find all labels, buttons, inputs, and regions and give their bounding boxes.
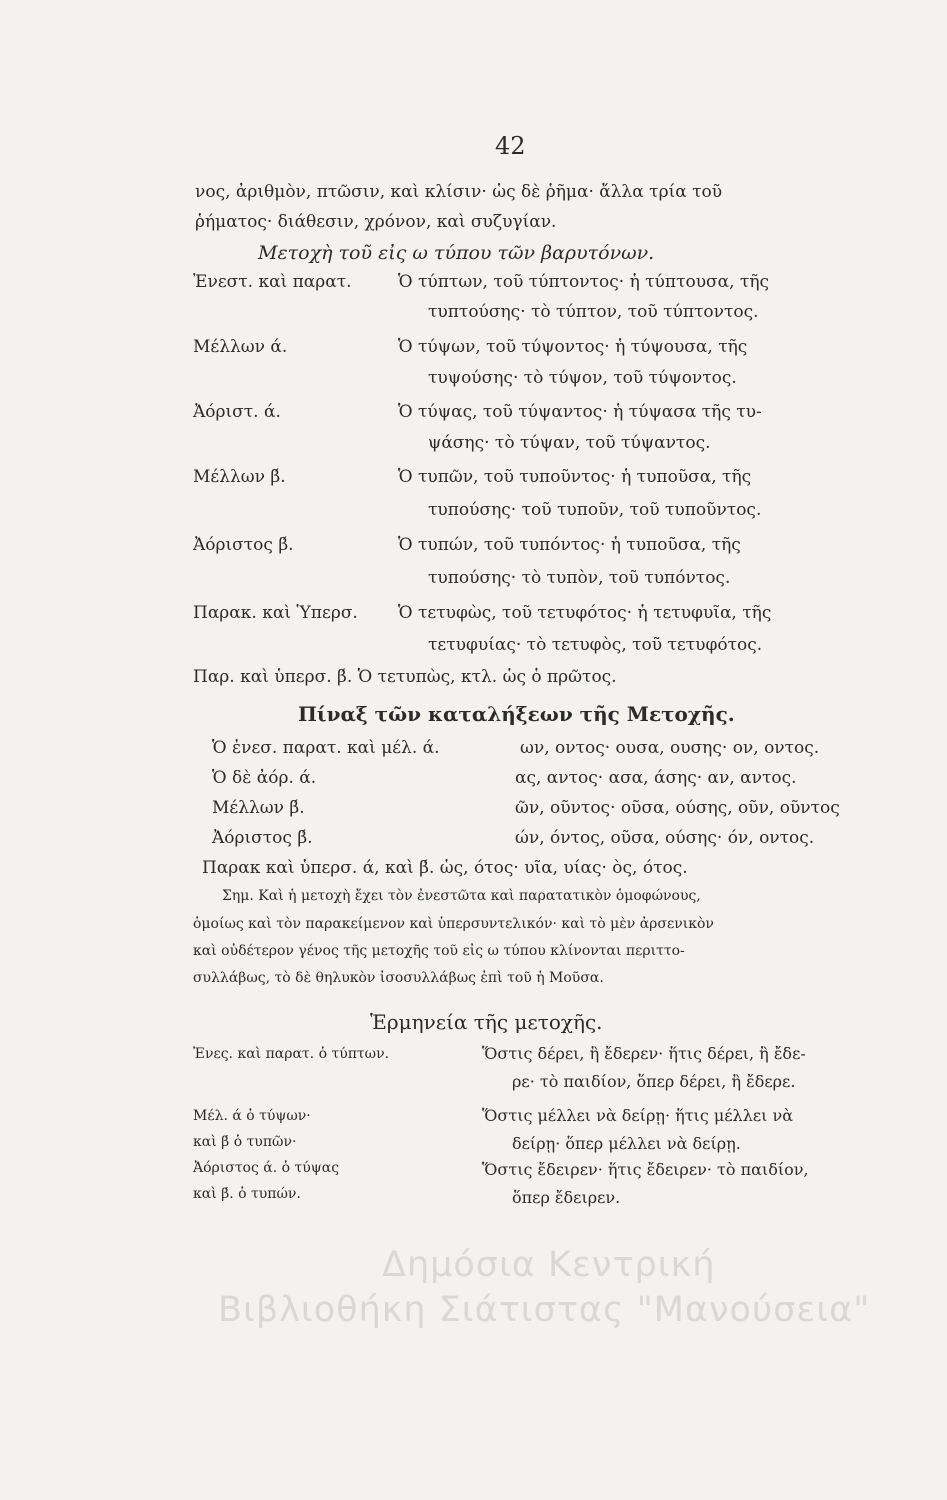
note-line: καὶ οὐδέτερον γένος τῆς μετοχῆς τοῦ εἰς ω τύπου κλίνονται περιττο- — [193, 943, 685, 959]
tense-form: τυπούσης· τὸ τυπὸν, τοῦ τυπόντος. — [428, 568, 731, 588]
intro-line: ῥήματος· διάθεσιν, χρόνον, καὶ συζυγίαν. — [195, 212, 557, 232]
library-watermark: Δημόσια Κεντρική — [382, 1245, 716, 1285]
interp-right-line: ὅπερ ἔδειρεν. — [512, 1188, 621, 1207]
library-watermark: Βιβλιοθήκη Σιάτιστας "Μανούσεια" — [218, 1290, 871, 1330]
tense-form: ψάσης· τὸ τύψαν, τοῦ τύψαντος. — [428, 433, 711, 453]
interp-left-line: Μέλ. ά ὁ τύψων· — [193, 1108, 311, 1124]
tense-label: Παρακ. καὶ Ὑπερσ. — [193, 603, 358, 623]
participle-title: Μετοχὴ τοῦ εἰς ω τύπου τῶν βαρυτόνων. — [258, 242, 655, 264]
tense-form: τυψούσης· τὸ τύψον, τοῦ τύψοντος. — [428, 368, 737, 388]
note-line: ὁμοίως καὶ τὸν παρακείμενον καὶ ὑπερσυντελικόν· καὶ τὸ μὲν ἀρσενικὸν — [193, 916, 714, 932]
tense-form: Ὁ τυπών, τοῦ τυπόντος· ἡ τυποῦσα, τῆς — [398, 535, 741, 555]
ending-label: Μέλλων β́. — [212, 798, 305, 818]
tense-label: Ἐνεστ. καὶ παρατ. — [193, 272, 352, 292]
ending-value: ῶν, οῦντος· οῦσα, ούσης, οῦν, οῦντος — [515, 798, 840, 818]
tense-form: τυπτούσης· τὸ τύπτον, τοῦ τύπτοντος. — [428, 302, 759, 322]
interp-right-line: Ὅστις δέρει, ἢ ἔδερεν· ἥτις δέρει, ἢ ἔδε- — [482, 1044, 806, 1063]
tense-form: Ὁ τύψας, τοῦ τύψαντος· ἡ τύψασα τῆς τυ- — [398, 402, 762, 422]
tense-label: Ἀόριστος β́. — [193, 535, 294, 555]
tense-form: τυπούσης· τοῦ τυποῦν, τοῦ τυποῦντος. — [428, 500, 762, 520]
ending-value: ων, οντος· ουσα, ουσης· ον, οντος. — [520, 738, 820, 758]
tense-form: τετυφυίας· τὸ τετυφὸς, τοῦ τετυφότος. — [428, 635, 763, 655]
tense-label: Ἀόριστ. ά. — [193, 402, 281, 422]
ending-value: ών, όντος, οῦσα, ούσης· όν, οντος. — [515, 828, 815, 848]
tense-form: Ὁ τύψων, τοῦ τύψοντος· ἡ τύψουσα, τῆς — [398, 337, 748, 357]
tense-form: Ὁ τετυφὼς, τοῦ τετυφότος· ἡ τετυφυῖα, τῆς — [398, 603, 772, 623]
perfect-endings: Παρακ καὶ ὑπερσ. ά, καὶ β́. ὡς, ότος· υῖα, υίας· ὸς, ότος. — [202, 858, 688, 878]
endings-title: Πίναξ τῶν καταλήξεων τῆς Μετοχῆς. — [298, 702, 735, 726]
interp-left-line: Ἀόριστος ά. ὁ τύψας — [193, 1160, 340, 1176]
tense-form: Ὁ τυπῶν, τοῦ τυποῦντος· ἡ τυποῦσα, τῆς — [398, 467, 752, 487]
ending-value: ας, αντος· ασα, άσης· αν, αντος. — [515, 768, 797, 788]
ending-label: Ὁ δὲ ἀόρ. ά. — [212, 768, 317, 788]
last-tense: Παρ. καὶ ὑπερσ. β́. Ὁ τετυπὼς, κτλ. ὡς ὁ πρῶτος. — [193, 667, 617, 687]
ending-label: Ὁ ἐνεσ. παρατ. καὶ μέλ. ά. — [212, 738, 440, 758]
tense-label: Μέλλων β́. — [193, 467, 286, 487]
interp-right-line: Ὅστις ἔδειρεν· ἥτις ἔδειρεν· τὸ παιδίον, — [482, 1160, 809, 1179]
interp-left-line: καὶ β́. ὁ τυπών. — [193, 1186, 301, 1202]
tense-form: Ὁ τύπτων, τοῦ τύπτοντος· ἡ τύπτουσα, τῆς — [398, 272, 770, 292]
page-number: 42 — [495, 132, 526, 160]
interp-right-line: ρε· τὸ παιδίον, ὅπερ δέρει, ἢ ἔδερε. — [512, 1072, 796, 1091]
note-line: Σημ. Καὶ ἡ μετοχὴ ἔχει τὸν ἐνεστῶτα καὶ παρατατικὸν ὁμοφώνους, — [222, 888, 701, 904]
tense-label: Μέλλων ά. — [193, 337, 288, 357]
interp-right-line: δείρῃ· ὅπερ μέλλει νὰ δείρῃ. — [512, 1134, 741, 1153]
interp-left-line: Ἐνες. καὶ παρατ. ὁ τύπτων. — [193, 1046, 390, 1062]
interp-right-line: Ὅστις μέλλει νὰ δείρῃ· ἥτις μέλλει νὰ — [482, 1106, 794, 1125]
intro-line: νος, ἀριθμὸν, πτῶσιν, καὶ κλίσιν· ὡς δὲ ῥῆμα· ἄλλα τρία τοῦ — [195, 182, 723, 202]
interp-left-line: καὶ β́ ὁ τυπῶν· — [193, 1134, 297, 1150]
interpretation-title: Ἑρμηνεία τῆς μετοχῆς. — [370, 1010, 603, 1034]
ending-label: Ἀόριστος β́. — [212, 828, 313, 848]
note-line: συλλάβως, τὸ δὲ θηλυκὸν ἰσοσυλλάβως ἐπὶ τοῦ ἡ Μοῦσα. — [193, 970, 604, 986]
